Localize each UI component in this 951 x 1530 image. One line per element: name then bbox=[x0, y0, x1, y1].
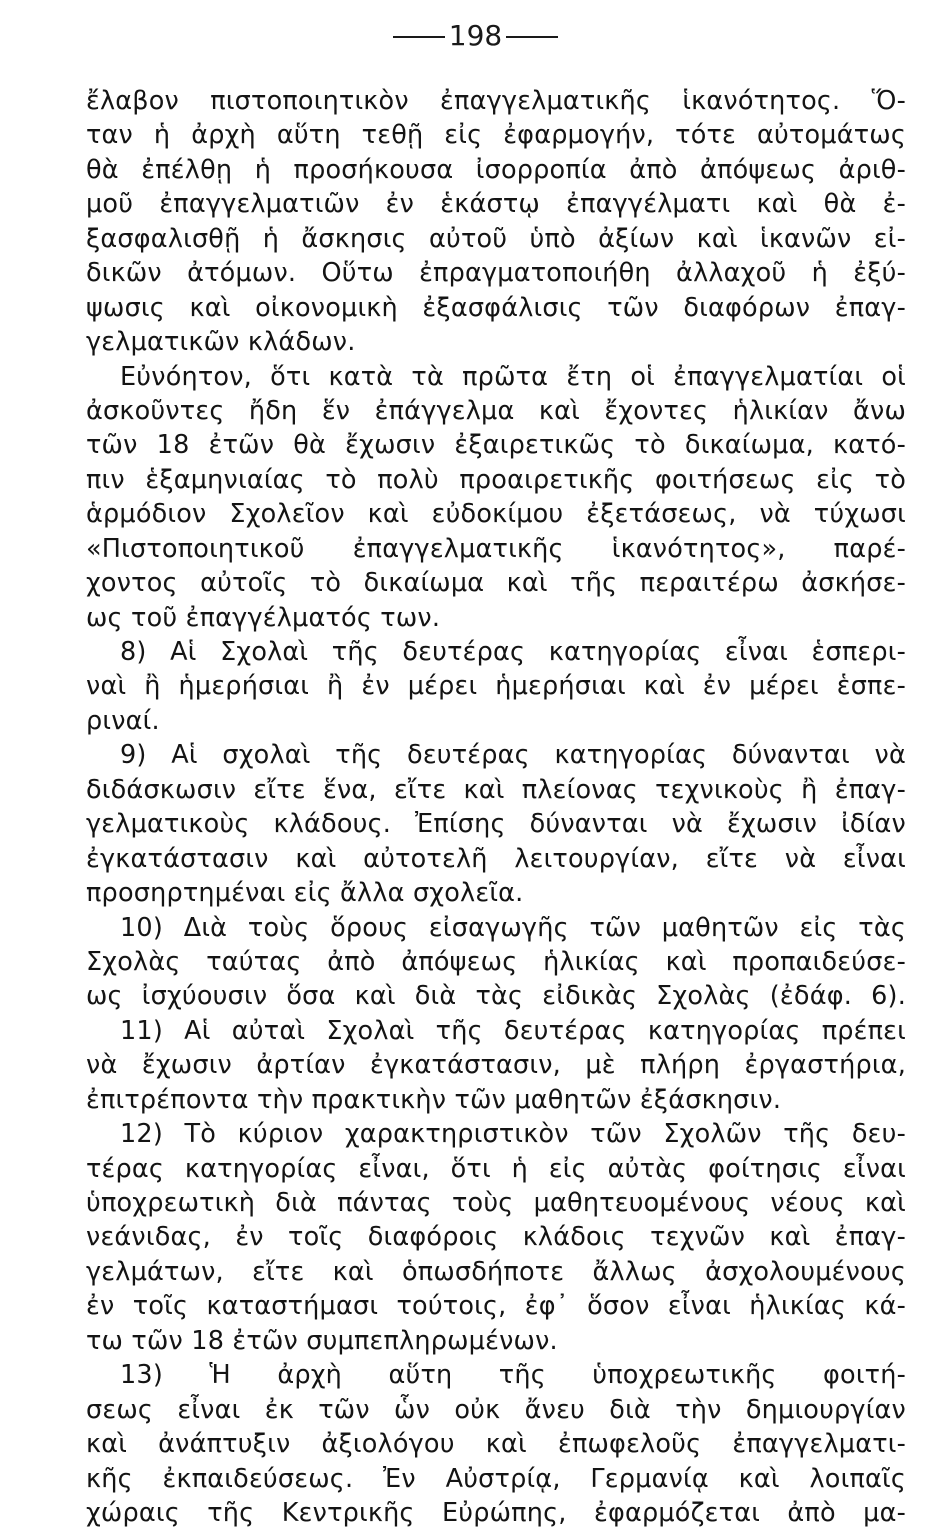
text-line: ριναί. bbox=[86, 705, 160, 736]
text-line: προσηρτημέναι εἰς ἄλλα σχολεῖα. bbox=[86, 878, 524, 909]
text-line: δικῶν ἀτόμων. Οὕτω ἐπραγματοποιήθη ἀλλαχοῦ ἡ ἐξύ- bbox=[86, 258, 906, 289]
text-line: καὶ ἀνάπτυξιν ἀξιολόγου καὶ ἐπωφελοῦς ἐπαγγελματι- bbox=[86, 1429, 906, 1460]
text-line: μοῦ ἐπαγγελματιῶν ἐν ἑκάστῳ ἐπαγγέλματι καὶ θὰ ἐ- bbox=[86, 189, 906, 220]
text-line: ἔλαβον πιστοποιητικὸν ἐπαγγελματικῆς ἱκανότητος. Ὅ- bbox=[86, 86, 906, 116]
text-line: 13) Ἡ ἀρχὴ αὕτη τῆς ὑποχρεωτικῆς φοιτή- bbox=[120, 1360, 906, 1391]
text-line: ἀσκοῦντες ἤδη ἕν ἐπάγγελμα καὶ ἔχοντες ἡλικίαν ἄνω bbox=[86, 395, 906, 426]
header-rule-left bbox=[393, 36, 445, 38]
text-line: ψωσις καὶ οἰκονομικὴ ἐξασφάλισις τῶν διαφόρων ἐπαγ- bbox=[86, 292, 906, 323]
text-line: «Πιστοποιητικοῦ ἐπαγγελματικῆς ἱκανότητος», παρέ- bbox=[86, 533, 906, 564]
text-line: ἁρμόδιον Σχολεῖον καὶ εὐδοκίμου ἐξετάσεως, νὰ τύχωσι bbox=[86, 499, 906, 530]
text-line: Σχολὰς ταύτας ἀπὸ ἀπόψεως ἡλικίας καὶ προπαιδεύσε- bbox=[86, 946, 906, 977]
text-line: ὑποχρεωτικὴ διὰ πάντας τοὺς μαθητευομένους νέους καὶ bbox=[86, 1188, 906, 1218]
text-line: ταν ἡ ἀρχὴ αὕτη τεθῇ εἰς ἐφαρμογήν, τότε αὐτομάτως bbox=[86, 120, 906, 151]
text-line: θὰ ἐπέλθῃ ἡ προσήκουσα ἰσορροπία ἀπὸ ἀπόψεως ἀριθ- bbox=[86, 154, 906, 185]
text-line: τέρας κατηγορίας εἶναι, ὅτι ἡ εἰς αὐτὰς φοίτησις εἶναι bbox=[86, 1153, 906, 1184]
page-number: 198 bbox=[448, 19, 503, 52]
text-line: πιν ἑξαμηνιαίας τὸ πολὺ προαιρετικῆς φοιτήσεως εἰς τὸ bbox=[86, 464, 906, 495]
header-rule-right bbox=[506, 36, 558, 38]
text-line: 11) Αἱ αὐταὶ Σχολαὶ τῆς δευτέρας κατηγορίας πρέπει bbox=[120, 1015, 906, 1046]
text-line: 8) Αἱ Σχολαὶ τῆς δευτέρας κατηγορίας εἶναι ἑσπερι- bbox=[120, 637, 906, 667]
text-line: διδάσκωσιν εἴτε ἕνα, εἴτε καὶ πλείονας τεχνικοὺς ἢ ἐπαγ- bbox=[86, 774, 906, 805]
text-line: τῶν 18 ἐτῶν θὰ ἔχωσιν ἐξαιρετικῶς τὸ δικαίωμα, κατό- bbox=[86, 430, 906, 461]
text-line: ἐγκατάστασιν καὶ αὐτοτελῆ λειτουργίαν, εἴτε νὰ εἶναι bbox=[86, 843, 906, 874]
text-line: ως τοῦ ἐπαγγέλματός των. bbox=[86, 602, 441, 633]
text-line: 9) Αἱ σχολαὶ τῆς δευτέρας κατηγορίας δύνανται νὰ bbox=[120, 740, 906, 771]
text-line: ξασφαλισθῇ ἡ ἄσκησις αὐτοῦ ὑπὸ ἀξίων καὶ ἱκανῶν εἰ- bbox=[86, 223, 906, 254]
text-line: ως ἰσχύουσιν ὅσα καὶ διὰ τὰς εἰδικὰς Σχολὰς (ἐδάφ. 6). bbox=[86, 981, 906, 1012]
text-line: νὰ ἔχωσιν ἀρτίαν ἐγκατάστασιν, μὲ πλήρη ἐργαστήρια, bbox=[86, 1050, 906, 1081]
body-text bbox=[86, 84, 906, 1530]
text-line: γελμάτων, εἴτε καὶ ὁπωσδήποτε ἄλλως ἀσχολουμένους bbox=[86, 1256, 906, 1287]
text-line: γελματικοὺς κλάδους. Ἐπίσης δύνανται νὰ ἔχωσιν ἰδίαν bbox=[86, 809, 906, 840]
page-number-header bbox=[0, 18, 951, 54]
text-line: 12) Τὸ κύριον χαρακτηριστικὸν τῶν Σχολῶν τῆς δευ- bbox=[120, 1119, 906, 1150]
text-line: σεως εἶναι ἐκ τῶν ὧν οὐκ ἄνευ διὰ τὴν δημιουργίαν bbox=[86, 1394, 906, 1425]
text-line: κῆς ἐκπαιδεύσεως. Ἐν Αὐστρίᾳ, Γερμανίᾳ καὶ λοιπαῖς bbox=[86, 1463, 906, 1494]
text-line: χοντος αὐτοῖς τὸ δικαίωμα καὶ τῆς περαιτέρω ἀσκήσε- bbox=[86, 568, 906, 599]
text-line: ἐπιτρέποντα τὴν πρακτικὴν τῶν μαθητῶν ἐξάσκησιν. bbox=[86, 1084, 782, 1115]
text-line: ἐν τοῖς καταστήμασι τούτοις, ἐφ᾽ ὅσον εἶναι ἡλικίας κά- bbox=[86, 1291, 906, 1322]
text-line: 10) Διὰ τοὺς ὅρους εἰσαγωγῆς τῶν μαθητῶν εἰς τὰς bbox=[120, 912, 906, 943]
text-line: χώραις τῆς Κεντρικῆς Εὐρώπης, ἐφαρμόζεται ἀπὸ μα- bbox=[86, 1497, 906, 1528]
text-line: νεάνιδας, ἐν τοῖς διαφόροις κλάδοις τεχνῶν καὶ ἐπαγ- bbox=[86, 1222, 906, 1253]
text-line: γελματικῶν κλάδων. bbox=[86, 327, 356, 358]
text-line: ναὶ ἢ ἡμερήσιαι ἢ ἐν μέρει ἡμερήσιαι καὶ ἐν μέρει ἑσπε- bbox=[86, 671, 906, 702]
text-line: Εὐνόητον, ὅτι κατὰ τὰ πρῶτα ἔτη οἱ ἐπαγγελματίαι οἱ bbox=[120, 361, 906, 392]
text-line: τω τῶν 18 ἐτῶν συμπεπληρωμένων. bbox=[86, 1325, 558, 1356]
